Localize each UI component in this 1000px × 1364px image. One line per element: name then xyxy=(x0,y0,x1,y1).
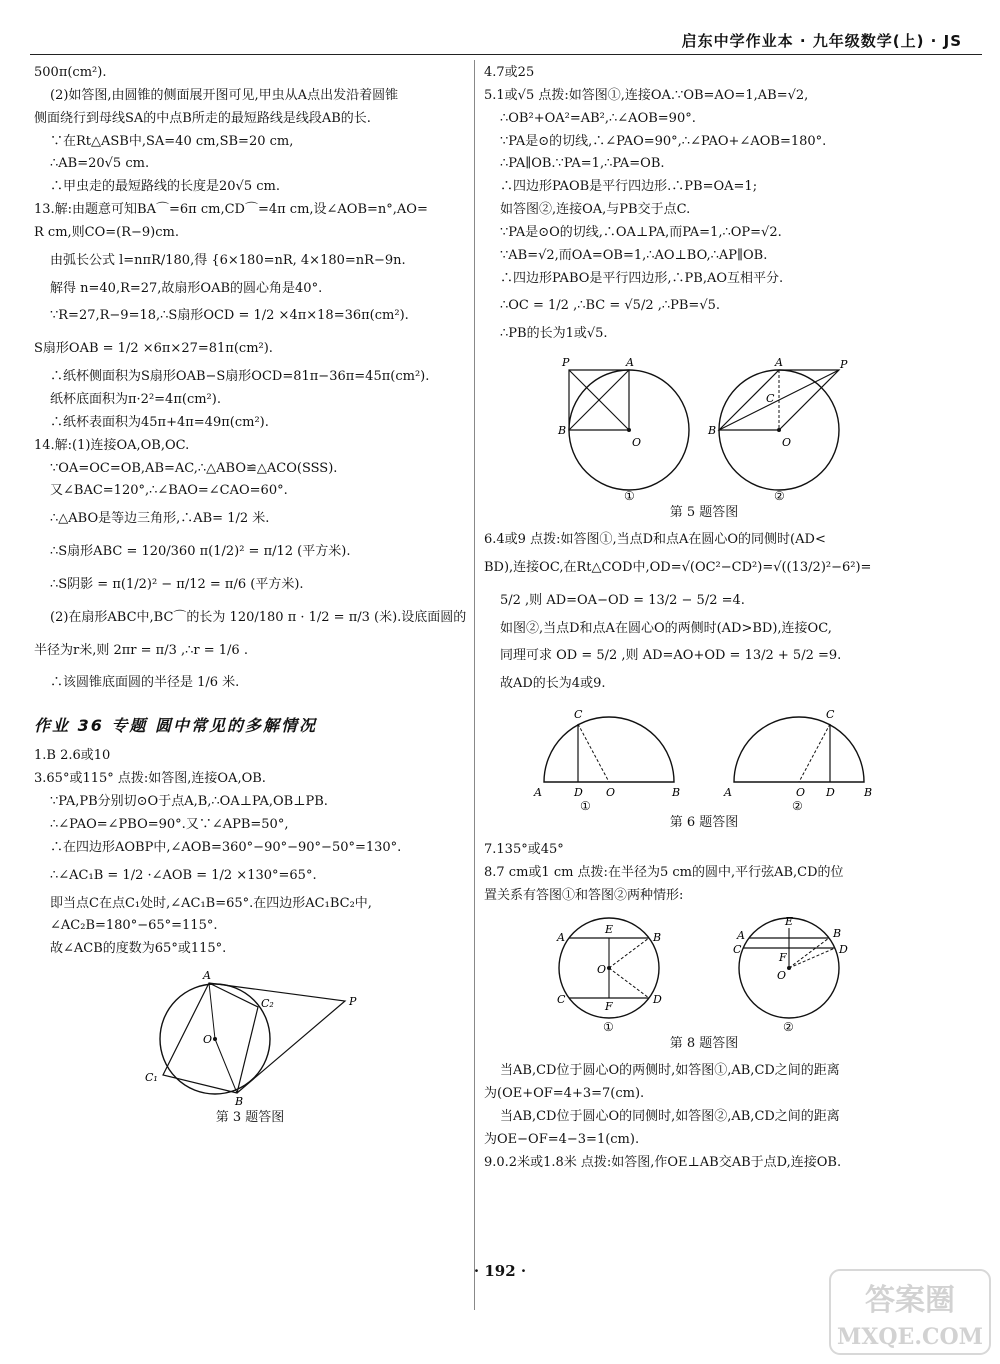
fig5-sub1: ① xyxy=(624,489,635,503)
fig8-label-c: C xyxy=(557,993,566,1007)
text-line: ∵在Rt△ASB中,SA=40 cm,SB=20 cm, xyxy=(50,133,294,149)
fig8-label-e2: E xyxy=(785,915,794,929)
text-line: ∴∠AC₁B = 1/2 ·∠AOB = 1/2 ×130°=65°. xyxy=(50,867,317,883)
text-line: ∵AB=√2,而OA=OB=1,∴AO⊥BO,∴AP∥OB. xyxy=(500,247,768,263)
fig8-label-f2: F xyxy=(779,951,787,965)
text-line: ∵PA,PB分别切⊙O于点A,B,∴OA⊥PA,OB⊥PB. xyxy=(50,794,328,810)
text-line: 侧面绕行到母线SA的中点B所走的最短路线是线段AB的长. xyxy=(34,110,371,126)
figure-5-caption: 第 5 题答图 xyxy=(669,505,739,521)
fig6-label-c2: C xyxy=(826,708,835,722)
text-line: 如答图②,连接OA,与PB交于点C. xyxy=(500,202,691,218)
figure-6-caption: 第 6 题答图 xyxy=(669,815,739,831)
fig6-label-d2: D xyxy=(826,786,835,800)
right-column xyxy=(484,62,924,1174)
fig5-label-p: P xyxy=(562,356,570,370)
header-title: 启东中学作业本 · 九年级数学(上) · JS xyxy=(681,32,962,50)
fig6-label-b: B xyxy=(672,786,681,800)
text-line: ∴OC = 1/2 ,∴BC = √5/2 ,∴PB=√5. xyxy=(500,298,721,314)
left-column xyxy=(34,62,466,1134)
fig6-label-c: C xyxy=(574,708,583,722)
text-line: ∴甲虫走的最短路线的长度是20√5 cm. xyxy=(50,179,280,195)
text-line: ∴S阴影 = π(1/2)² − π/12 = π/6 (平方米). xyxy=(50,576,304,592)
fig5-label-b: B xyxy=(558,424,567,438)
text-line: 当AB,CD位于圆心O的同侧时,如答图②,AB,CD之间的距离 xyxy=(500,1108,840,1124)
page-number: · 192 · xyxy=(473,1262,527,1280)
fig8-label-b2: B xyxy=(833,927,842,941)
text-line: R cm,则CO=(R−9)cm. xyxy=(34,224,179,240)
text-line: ∴四边形PABO是平行四边形,∴PB,AO互相平分. xyxy=(500,270,784,286)
text-line: 故∠ACB的度数为65°或115°. xyxy=(50,941,227,957)
text-line: 1.B 2.6或10 xyxy=(34,748,111,764)
text-line: 解得 n=40,R=27,故扇形OAB的圆心角是40°. xyxy=(50,280,323,296)
figure-6-diagram xyxy=(524,702,884,812)
text-line: ∴AB=20√5 cm. xyxy=(50,156,150,172)
fig3-label-o: O xyxy=(203,1033,213,1047)
text-line: ∴纸杯表面积为45π+4π=49π(cm²). xyxy=(50,414,269,430)
fig8-label-a: A xyxy=(557,931,565,945)
text-line: 即当点C在点C₁处时,∠AC₁B=65°.在四边形AC₁BC₂中, xyxy=(50,895,372,911)
fig5-label-b2: B xyxy=(708,424,717,438)
text-line: ∴∠PAO=∠PBO=90°.又∵∠APB=50°, xyxy=(50,816,289,832)
fig5-label-p2: P xyxy=(840,358,848,372)
fig6-sub1: ① xyxy=(580,799,591,813)
text-line: ∴PA∥OB.∵PA=1,∴PA=OB. xyxy=(500,156,665,172)
text-line: 5.1或√5 点拨:如答图①,连接OA.∵OB=AO=1,AB=√2, xyxy=(484,87,809,103)
fig5-label-c: C xyxy=(766,392,775,406)
text-line: 7.135°或45° xyxy=(484,841,564,857)
text-line: ∴该圆锥底面圆的半径是 1/6 米. xyxy=(50,675,240,691)
fig8-label-a2: A xyxy=(737,929,745,943)
fig6-label-o2: O xyxy=(796,786,806,800)
text-line: 当AB,CD位于圆心O的两侧时,如答图①,AB,CD之间的距离 xyxy=(500,1063,840,1079)
text-line: 9.0.2米或1.8米 点拨:如答图,作OE⊥AB交AB于点D,连接OB. xyxy=(484,1154,842,1170)
fig6-label-o: O xyxy=(606,786,616,800)
text-line: 由弧长公式 l=nπR/180,得 {6×180=nR, 4×180=nR−9n. xyxy=(50,252,406,268)
fig6-label-a: A xyxy=(534,786,542,800)
fig3-label-c2: C₂ xyxy=(261,997,274,1011)
fig3-label-c1: C₁ xyxy=(145,1071,158,1085)
text-line: 为OE−OF=4−3=1(cm). xyxy=(484,1131,640,1147)
text-line: ∴△ABO是等边三角形,∴AB= 1/2 米. xyxy=(50,511,270,527)
fig8-label-f: F xyxy=(605,1000,613,1014)
text-line: 为(OE+OF=4+3=7(cm). xyxy=(484,1086,645,1102)
text-line: ∵R=27,R−9=18,∴S扇形OCD = 1/2 ×4π×18=36π(cm²). xyxy=(50,308,409,324)
text-line: ∴纸杯侧面积为S扇形OAB−S扇形OCD=81π−36π=45π(cm²). xyxy=(50,369,430,385)
fig6-sub2: ② xyxy=(792,799,803,813)
fig8-sub1: ① xyxy=(603,1020,614,1034)
fig6-label-b2: B xyxy=(864,786,873,800)
text-line: ∠AC₂B=180°−65°=115°. xyxy=(50,918,218,934)
watermark-top-text: 答案圈 xyxy=(865,1283,955,1318)
text-line: 6.4或9 点拨:如答图①,当点D和点A在圆心O的同侧时(AD< xyxy=(484,531,826,547)
text-line: ∵PA是⊙O的切线,∴OA⊥PA,而PA=1,∴OP=√2. xyxy=(500,224,782,240)
page-header xyxy=(30,28,982,55)
fig6-label-a2: A xyxy=(724,786,732,800)
watermark-logo xyxy=(826,1264,996,1360)
figure-8-diagram xyxy=(539,913,869,1033)
text-line: 13.解:由题意可知BA⌒=6π cm,CD⌒=4π cm,设∠AOB=n°,AO= xyxy=(34,202,428,218)
text-line: ∵OA=OC=OB,AB=AC,∴△ABO≌△ACO(SSS). xyxy=(50,460,338,476)
text-line: 同理可求 OD = 5/2 ,则 AD=AO+OD = 13/2 + 5/2 =9. xyxy=(500,648,842,664)
fig8-label-d: D xyxy=(653,993,662,1007)
fig5-label-o2: O xyxy=(782,436,792,450)
text-line: 置关系有答图①和答图②两种情形: xyxy=(484,887,684,903)
text-line: ∴在四边形AOBP中,∠AOB=360°−90°−90°−50°=130°. xyxy=(50,839,402,855)
text-line: 纸杯底面积为π·2²=4π(cm²). xyxy=(50,391,221,407)
text-line: (2)如答图,由圆锥的侧面展开图可见,甲虫从A点出发沿着圆锥 xyxy=(50,87,399,103)
text-line: BD),连接OC,在Rt△COD中,OD=√(OC²−CD²)=√((13/2)²−6²)= xyxy=(484,559,872,575)
text-line: 8.7 cm或1 cm 点拨:在半径为5 cm的圆中,平行弦AB,CD的位 xyxy=(484,864,844,880)
fig8-label-d2: D xyxy=(839,943,848,957)
text-line: ∴OB²+OA²=AB²,∴∠AOB=90°. xyxy=(500,110,696,126)
text-line: S扇形OAB = 1/2 ×6π×27=81π(cm²). xyxy=(34,341,273,357)
fig3-label-p: P xyxy=(349,995,357,1009)
section-title: 作业 36 专题 圆中常见的多解情况 xyxy=(34,716,317,736)
fig5-label-a: A xyxy=(626,356,634,370)
text-line: ∵PA是⊙的切线,∴∠PAO=90°,∴∠PAO+∠AOB=180°. xyxy=(500,133,827,149)
text-line: 4.7或25 xyxy=(484,65,535,80)
text-line: ∴四边形PAOB是平行四边形.∴PB=OA=1; xyxy=(500,179,758,195)
fig8-sub2: ② xyxy=(783,1020,794,1034)
text-line: ∴PB的长为1或√5. xyxy=(500,326,608,342)
fig5-sub2: ② xyxy=(774,489,785,503)
text-line: 又∠BAC=120°,∴∠BAO=∠CAO=60°. xyxy=(50,483,288,499)
fig3-label-b: B xyxy=(235,1095,244,1108)
fig8-label-o2: O xyxy=(777,969,787,983)
fig5-label-o: O xyxy=(632,436,642,450)
text-line: 故AD的长为4或9. xyxy=(500,676,606,692)
fig8-label-c2: C xyxy=(733,943,742,957)
fig8-label-o: O xyxy=(597,963,607,977)
figure-5-diagram xyxy=(554,352,854,502)
text-line: 3.65°或115° 点拨:如答图,连接OA,OB. xyxy=(34,771,266,787)
text-line: (2)在扇形ABC中,BC⌒的长为 120/180 π · 1/2 = π/3 (米).设底面圆的 xyxy=(50,609,466,625)
column-divider xyxy=(474,60,475,1310)
text-line: 如图②,当点D和点A在圆心O的两侧时(AD>BD),连接OC, xyxy=(500,620,832,636)
text-line: 5/2 ,则 AD=OA−OD = 13/2 − 5/2 =4. xyxy=(500,592,745,608)
text-line: ∴S扇形ABC = 120/360 π(1/2)² = π/12 (平方米). xyxy=(50,544,351,560)
figure-8-caption: 第 8 题答图 xyxy=(669,1036,739,1052)
text-line: 500π(cm²). xyxy=(34,65,107,80)
figure-3-caption: 第 3 题答图 xyxy=(215,1110,285,1126)
text-line: 半径为r米,则 2πr = π/3 ,∴r = 1/6 . xyxy=(34,642,248,658)
watermark-bottom-text: MXQE.COM xyxy=(836,1324,984,1350)
fig8-label-e: E xyxy=(605,923,614,937)
text-line: 14.解:(1)连接OA,OB,OC. xyxy=(34,437,190,453)
fig6-label-d: D xyxy=(574,786,583,800)
figure-3-diagram xyxy=(135,967,365,1107)
fig5-label-a2: A xyxy=(775,356,783,370)
fig3-label-a: A xyxy=(203,969,211,983)
fig8-label-b: B xyxy=(653,931,662,945)
